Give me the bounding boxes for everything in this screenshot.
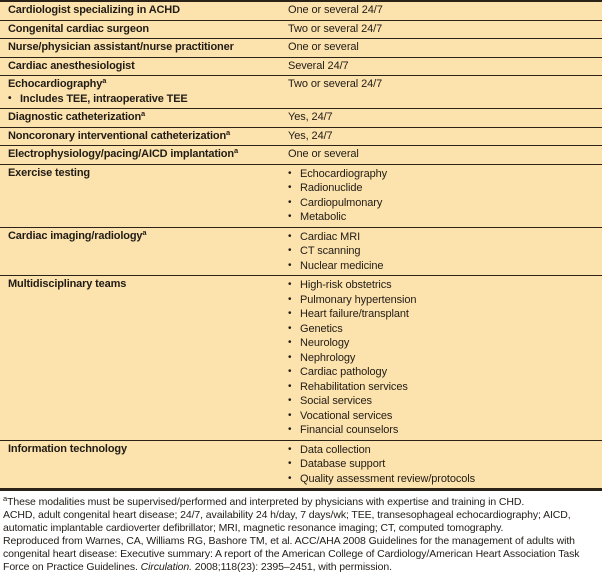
value-bullet-item bbox=[288, 210, 602, 225]
bullet-icon: • bbox=[288, 424, 292, 435]
table-row bbox=[0, 128, 602, 147]
value-bullet-item bbox=[288, 322, 602, 337]
table-row bbox=[0, 21, 602, 40]
row-label: Diagnostic catheterization$^a$ bbox=[8, 109, 146, 123]
value-bullet-item bbox=[288, 196, 602, 211]
row-label: Echocardiography$^a$ bbox=[8, 76, 107, 90]
footnote-text: Reproduced from Warnes, CA, Williams RG, Bashore TM, et al. ACC/AHA 2008 Guidelines for the management of adults with congenital heart disease: Executive summary: A report of the American College of Cardiology/American Heart Association Task Force on Practice Guidelines. bbox=[3, 535, 580, 573]
value-bullet-item bbox=[288, 423, 602, 438]
bullet-icon: • bbox=[288, 409, 292, 421]
bullet-icon: • bbox=[288, 293, 292, 305]
value-bullet-item bbox=[288, 457, 602, 472]
bullet-icon: • bbox=[288, 443, 292, 455]
table-row bbox=[0, 146, 602, 165]
row-value: Two or several 24/7 bbox=[288, 22, 383, 35]
value-bullet-text: Heart failure/transplant bbox=[300, 308, 409, 320]
row-value-cell bbox=[280, 4, 602, 18]
value-bullet-text: Financial counselors bbox=[300, 424, 399, 436]
row-label: Information technology bbox=[8, 442, 127, 455]
value-bullet-text: Data collection bbox=[300, 443, 371, 456]
bullet-icon: • bbox=[288, 395, 292, 406]
bullet-icon: • bbox=[288, 196, 292, 208]
row-label-cell bbox=[0, 148, 280, 162]
row-value-cell bbox=[280, 130, 602, 144]
row-label-cell bbox=[0, 167, 280, 181]
value-bullet-text: Cardiac pathology bbox=[300, 366, 387, 378]
value-bullet-text: Echocardiography bbox=[300, 167, 388, 180]
value-bullet-item bbox=[288, 380, 602, 395]
row-label: Nurse/physician assistant/nurse practitioner bbox=[8, 41, 234, 53]
value-bullet-text: Quality assessment review/protocols bbox=[300, 472, 476, 485]
value-bullet-item bbox=[288, 293, 602, 308]
row-value: Two or several 24/7 bbox=[288, 78, 383, 90]
row-value-cell bbox=[280, 278, 602, 438]
footnote-paragraph bbox=[3, 496, 604, 509]
bullet-icon: • bbox=[288, 322, 292, 334]
table-row bbox=[0, 165, 602, 228]
value-bullet-item bbox=[288, 394, 602, 409]
row-value-cell bbox=[280, 148, 602, 162]
row-label: Cardiac imaging/radiology$^a$ bbox=[8, 227, 147, 242]
row-value-cell bbox=[280, 111, 602, 125]
value-bullet-text: Cardiac MRI bbox=[300, 230, 361, 243]
row-label-cell bbox=[0, 23, 280, 37]
table-row bbox=[0, 109, 602, 128]
bullet-icon: • bbox=[288, 245, 292, 256]
table-row bbox=[0, 441, 602, 489]
value-bullet-text: Neurology bbox=[300, 337, 350, 349]
table-row bbox=[0, 58, 602, 77]
row-label-cell bbox=[0, 127, 280, 144]
row-value: Several 24/7 bbox=[288, 59, 349, 72]
footnote-paragraph bbox=[3, 535, 604, 574]
row-label: Multidisciplinary teams bbox=[8, 278, 127, 290]
value-bullet-item bbox=[288, 365, 602, 380]
row-value: One or several bbox=[288, 148, 359, 160]
footnote-marker: a bbox=[142, 227, 147, 237]
bullet-icon: • bbox=[288, 182, 292, 193]
row-value-cell bbox=[280, 23, 602, 37]
value-bullet-item bbox=[288, 244, 602, 259]
row-value: One or several 24/7 bbox=[288, 4, 383, 16]
footnote-paragraph bbox=[3, 509, 604, 535]
footnote-marker: a bbox=[102, 76, 107, 85]
row-label-cell bbox=[0, 278, 280, 292]
row-label-cell bbox=[0, 227, 280, 244]
value-bullet-item bbox=[288, 443, 602, 458]
value-bullet-text: Cardiopulmonary bbox=[300, 196, 383, 209]
bullet-icon: • bbox=[288, 380, 292, 392]
value-bullet-item bbox=[288, 167, 602, 182]
row-value-cell bbox=[280, 60, 602, 74]
value-bullet-item bbox=[288, 351, 602, 366]
row-label-cell bbox=[0, 78, 280, 106]
bullet-icon: • bbox=[288, 259, 292, 271]
value-bullet-text: Rehabilitation services bbox=[300, 380, 408, 393]
value-bullet-item bbox=[288, 307, 602, 322]
value-bullet-text: Nuclear medicine bbox=[300, 259, 384, 272]
label-sub-bullet-text: Includes TEE, intraoperative TEE bbox=[20, 92, 188, 105]
footnote-text: These modalities must be supervised/performed and interpreted by physicians with expertise and training in CHD. bbox=[7, 496, 525, 508]
value-bullet-item bbox=[288, 259, 602, 274]
value-bullet-text: Radionuclide bbox=[300, 182, 363, 194]
value-bullet-item bbox=[288, 278, 602, 293]
bullet-icon: • bbox=[288, 279, 292, 290]
table-row bbox=[0, 276, 602, 441]
bullet-icon: • bbox=[288, 337, 292, 348]
row-value-cell bbox=[280, 167, 602, 225]
row-label-cell bbox=[0, 4, 280, 18]
footnote-marker: a bbox=[226, 127, 231, 137]
row-label: Congenital cardiac surgeon bbox=[8, 22, 149, 35]
bullet-icon: • bbox=[288, 211, 292, 222]
bullet-icon: • bbox=[288, 167, 292, 179]
row-value-cell bbox=[280, 443, 602, 487]
row-value-cell bbox=[280, 230, 602, 274]
value-bullet-text: Pulmonary hypertension bbox=[300, 293, 417, 306]
footnote-text-after: 2008;118(23): 2395–2451, with permission. bbox=[191, 561, 392, 573]
footnote-marker: a bbox=[3, 494, 8, 503]
footnote-citation-journal: Circulation. bbox=[140, 561, 192, 573]
row-value: Yes, 24/7 bbox=[288, 129, 333, 142]
row-label: Electrophysiology/pacing/AICD implantation$^a$ bbox=[8, 146, 238, 160]
bullet-icon: • bbox=[288, 458, 292, 469]
row-value-cell bbox=[280, 41, 602, 55]
value-bullet-text: Genetics bbox=[300, 322, 343, 335]
row-label: Noncoronary interventional catheterization$^a$ bbox=[8, 127, 231, 142]
row-label-cell bbox=[0, 41, 280, 55]
value-bullet-text: CT scanning bbox=[300, 245, 361, 257]
row-label-cell bbox=[0, 60, 280, 74]
value-bullet-text: Nephrology bbox=[300, 351, 356, 364]
bullet-icon: • bbox=[288, 366, 292, 377]
value-bullet-item bbox=[288, 181, 602, 196]
bullet-icon: • bbox=[288, 351, 292, 363]
value-bullet-item bbox=[288, 230, 602, 245]
table-row bbox=[0, 76, 602, 109]
value-bullet-item bbox=[288, 472, 602, 487]
bullet-icon: • bbox=[288, 230, 292, 242]
value-bullet-text: Vocational services bbox=[300, 409, 393, 422]
row-label: Cardiologist specializing in ACHD bbox=[8, 4, 180, 16]
bullet-icon: • bbox=[288, 472, 292, 484]
footnote-marker: a bbox=[233, 146, 238, 155]
row-value-cell bbox=[280, 78, 602, 92]
row-value: One or several bbox=[288, 41, 359, 53]
table-row bbox=[0, 39, 602, 58]
row-label: Cardiac anesthesiologist bbox=[8, 59, 135, 72]
value-bullet-text: High-risk obstetrics bbox=[300, 279, 392, 291]
row-label: Exercise testing bbox=[8, 166, 90, 179]
row-label-cell bbox=[0, 111, 280, 125]
bullet-icon: • bbox=[288, 308, 292, 319]
footnote-block bbox=[0, 496, 606, 574]
table-row bbox=[0, 228, 602, 277]
footnote-marker: a bbox=[141, 109, 146, 118]
table-row bbox=[0, 2, 602, 21]
value-bullet-text: Metabolic bbox=[300, 211, 347, 223]
label-sub-bullet bbox=[8, 92, 280, 107]
bullet-icon: • bbox=[8, 92, 12, 104]
value-bullet-item bbox=[288, 336, 602, 351]
value-bullet-text: Social services bbox=[300, 395, 372, 407]
row-value: Yes, 24/7 bbox=[288, 111, 333, 123]
value-bullet-item bbox=[288, 409, 602, 424]
value-bullet-text: Database support bbox=[300, 458, 386, 470]
footnote-text: ACHD, adult congenital heart disease; 24/7, availability 24 h/day, 7 days/wk; TEE, transesophageal echocardiography; AICD, automatic implantable cardioverter defibrillator; MRI, magnetic resonance imaging; CT, computed tomography. bbox=[3, 509, 571, 534]
row-label-cell bbox=[0, 443, 280, 457]
